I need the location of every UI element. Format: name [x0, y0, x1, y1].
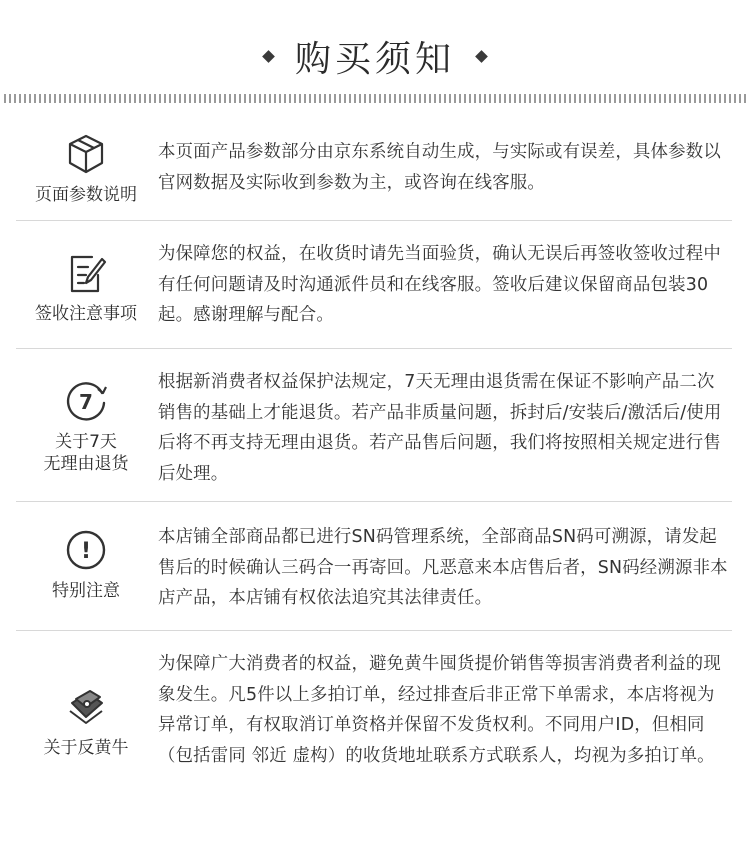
section-side: [16, 528, 156, 602]
section-text: 为保障广大消费者的权益，避免黄牛囤货提价销售等损害消费者利益的现象发生。凡5件以上多拍订单，经过排查后非正常下单需求，本店将视为异常订单，有权取消订单资格并保留不发货权利。不同用户ID，但相同（包括雷同 邻近 虚构）的收货地址联系方式联系人，均视为多拍订单。: [158, 654, 721, 766]
section-text: 本页面产品参数部分由京东系统自动生成，与实际或有误差，具体参数以官网数据及实际收到参数为主，或咨询在线客服。: [158, 142, 721, 193]
cube-icon: [64, 132, 108, 176]
svg-text:!: !: [80, 539, 92, 564]
diamond-left-icon: [262, 50, 275, 63]
svg-text:7: 7: [79, 390, 93, 414]
section-label: 关于反黄牛: [43, 738, 129, 758]
seven-day-return-icon: [64, 379, 108, 423]
section-text: 本店铺全部商品都已进行SN码管理系统，全部商品SN码可溯源，请发起售后的时候确认三码合一再寄回。凡恶意来本店售后者，SN码经溯源非本店产品，本店铺有权依法追究其法律责任。: [158, 527, 728, 608]
section-delivery-notes: [16, 221, 732, 349]
document-edit-icon: [64, 251, 108, 295]
exclamation-circle-icon: [64, 528, 108, 572]
section-side: [16, 685, 156, 759]
section-side: [16, 251, 156, 325]
ticket-stack-icon: [64, 685, 108, 729]
section-seven-day-return: [16, 349, 732, 502]
section-text: 为保障您的权益，在收货时请先当面验货，确认无误后再签收签收过程中有任何问题请及时沟通派件员和在线客服。签收后建议保留商品包装30起。感谢理解与配合。: [158, 244, 721, 325]
section-page-params: [16, 118, 732, 221]
dashed-divider: [4, 94, 746, 103]
section-side: [16, 132, 156, 206]
section-special-notice: [16, 502, 732, 631]
section-text: 根据新消费者权益保护法规定，7天无理由退货需在保证不影响产品二次销售的基础上才能退货。若产品非质量问题，拆封后/安装后/激活后/使用后将不再支持无理由退货。若产品售后问题，我们将按照相关规定进行售后处理。: [158, 372, 722, 484]
section-anti-scalper: [16, 631, 732, 836]
page-header: [0, 26, 750, 86]
page-title: 购买须知: [294, 38, 455, 80]
section-label: 页面参数说明: [35, 185, 137, 205]
section-label: 特别注意: [52, 581, 120, 601]
section-label: 签收注意事项: [35, 304, 137, 324]
section-side: [16, 379, 156, 475]
diamond-right-icon: [475, 50, 488, 63]
section-label: 关于7天 无理由退货: [43, 432, 129, 474]
